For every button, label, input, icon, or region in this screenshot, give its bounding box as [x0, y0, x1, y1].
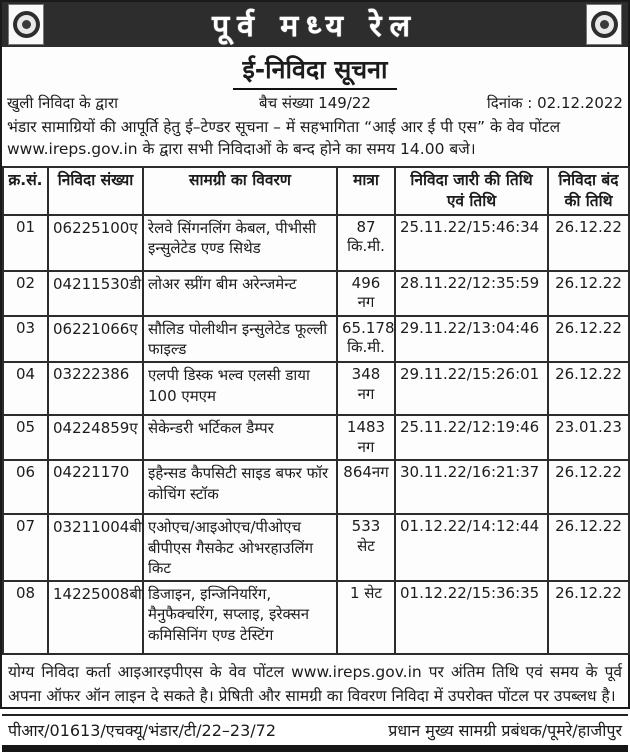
header-quantity: मात्रा: [337, 167, 395, 215]
cell-serial: 05: [3, 415, 48, 460]
cell-description: सौलिड पोलीथीन इन्सुलेटेड फूल्ली फाइल्ड: [143, 316, 337, 363]
right-railway-logo: [587, 5, 621, 44]
railway-name-title: पूर्व मध्य रेल: [212, 9, 418, 44]
cell-issue-date: 29.11.22/13:04:46: [395, 316, 548, 363]
cell-tender-no: 06221066ए: [48, 316, 143, 363]
cell-close-date: 23.01.23: [548, 415, 629, 460]
cell-issue-date: 01.12.22/14:12:44: [395, 514, 548, 581]
table-row: [3, 514, 629, 581]
cell-close-date: 26.12.22: [548, 514, 629, 581]
header-close-date: निविदा बंद की तिथि: [548, 167, 629, 215]
tender-table: [2, 166, 630, 655]
table-row: [3, 581, 629, 654]
header-tender-no: निविदा संख्या: [48, 167, 143, 215]
info-line: [2, 93, 628, 115]
cell-quantity: 1 सेट: [337, 581, 395, 654]
table-row: [3, 460, 629, 514]
cell-issue-date: 28.11.22/12:35:59: [395, 271, 548, 316]
cell-tender-no: 14225008बी: [48, 581, 143, 654]
cell-serial: 07: [3, 514, 48, 581]
cell-quantity: 533 सेट: [337, 514, 395, 581]
cell-issue-date: 30.11.22/16:21:37: [395, 460, 548, 514]
railway-emblem-icon: [13, 11, 40, 38]
header-description: सामग्री का विवरण: [143, 167, 337, 215]
intro-paragraph: भंडार सामाग्रियों की आपूर्ति हेतु ई–टेण्डर सूचना – में सहभागिता “आई आर ई पी एस” के वेव पोंटल www.ireps.gov.in के द्वारा सभी निविदाओं के बन्द होने का समय 14.00 बजे।: [7, 118, 561, 159]
cell-close-date: 26.12.22: [548, 271, 629, 316]
notice-subtitle: ई-निविदा सूचना: [233, 52, 398, 90]
cell-serial: 01: [3, 215, 48, 271]
cell-close-date: 26.12.22: [548, 316, 629, 363]
cell-description: लोअर स्प्रींग बीम अरेन्जमेन्ट: [143, 271, 337, 316]
signatory: प्रधान मुख्य सामग्री प्रबंधक/पूमरे/हाजीपुर: [388, 721, 622, 741]
pr-reference-row: [2, 714, 628, 745]
cell-quantity: 864नग: [337, 460, 395, 514]
cell-quantity: 1483 नग: [337, 415, 395, 460]
pr-reference: पीआर/01613/एचक्यू/भंडार/टी/22–23/72: [8, 721, 277, 741]
header-issue-date: निविदा जारी की तिथि एवं तिथि: [395, 167, 548, 215]
cell-tender-no: 04224859ए: [48, 415, 143, 460]
cell-close-date: 26.12.22: [548, 581, 629, 654]
cell-description: एओएच/आइओएच/पीओएच बीपीएस गैसकेट ओभरहाउलिंग किट: [143, 514, 337, 581]
notice-date: दिनांक : 02.12.2022: [486, 94, 623, 112]
cell-quantity: 348 नग: [337, 362, 395, 415]
cell-close-date: 26.12.22: [548, 215, 629, 271]
cell-tender-no: 06225100ए: [48, 215, 143, 271]
cell-quantity: 65.178 कि.मी.: [337, 316, 395, 363]
cell-tender-no: 03222386: [48, 362, 143, 415]
cell-tender-no: 04221170: [48, 460, 143, 514]
table-row: [3, 316, 629, 363]
table-row: [3, 215, 629, 271]
cell-quantity: 496 नग: [337, 271, 395, 316]
cell-serial: 06: [3, 460, 48, 514]
cell-description: एलपी डिस्क भल्व एलसी डाया 100 एमएम: [143, 362, 337, 415]
header-bar: [2, 2, 628, 47]
cell-close-date: 26.12.22: [548, 460, 629, 514]
cell-issue-date: 01.12.22/15:36:35: [395, 581, 548, 654]
bottom-border-bar: [2, 745, 628, 752]
table-row: [3, 271, 629, 316]
cell-serial: 03: [3, 316, 48, 363]
cell-description: इहैन्सड कैपसिटी साइड बफर फॉर कोचिंग स्टॉक: [143, 460, 337, 514]
table-header-row: [3, 167, 629, 215]
table-row: [3, 362, 629, 415]
cell-description: सेकेन्डरी भर्टिकल डैम्पर: [143, 415, 337, 460]
batch-number: बैच संख्या 149/22: [259, 94, 371, 112]
subtitle-row: [2, 47, 628, 93]
railway-emblem-icon: [591, 11, 618, 38]
header-serial: क्र.सं.: [3, 167, 48, 215]
cell-tender-no: 03211004बी: [48, 514, 143, 581]
cell-issue-date: 25.11.22/12:19:46: [395, 415, 548, 460]
cell-serial: 04: [3, 362, 48, 415]
cell-serial: 02: [3, 271, 48, 316]
cell-quantity: 87 कि.मी.: [337, 215, 395, 271]
left-railway-logo: [9, 5, 43, 44]
cell-description: डिजाइन, इन्जिनियरिंग, मैनुफैक्चरिंग, सप्लाइ, इरेक्सन कमिसिनिंग एण्ड टेस्टिंग: [143, 581, 337, 654]
cell-close-date: 26.12.22: [548, 362, 629, 415]
cell-serial: 08: [3, 581, 48, 654]
cell-description: रेलवे सिंगनलिंग केबल, पीभीसी इन्सुलेटेड एण्ड सिथेड: [143, 215, 337, 271]
footer-note: योग्य निविदा कर्ता आइआरइपीएस के वेव पोंटल www.ireps.gov.in पर अंतिम तिथि एवं समय के पूर्व अपना ऑफर ऑन लाइन दे सकते है। प्रेषिती और सामग्री का विवरण निविदा में उपरोक्त पोंटल पर उपब्लध है।: [8, 663, 622, 706]
cell-issue-date: 29.11.22/15:26:01: [395, 362, 548, 415]
cell-issue-date: 25.11.22/15:46:34: [395, 215, 548, 271]
cell-tender-no: 04211530डी: [48, 271, 143, 316]
tender-mode-label: खुली निविदा के द्वारा: [7, 94, 118, 112]
table-row: [3, 415, 629, 460]
